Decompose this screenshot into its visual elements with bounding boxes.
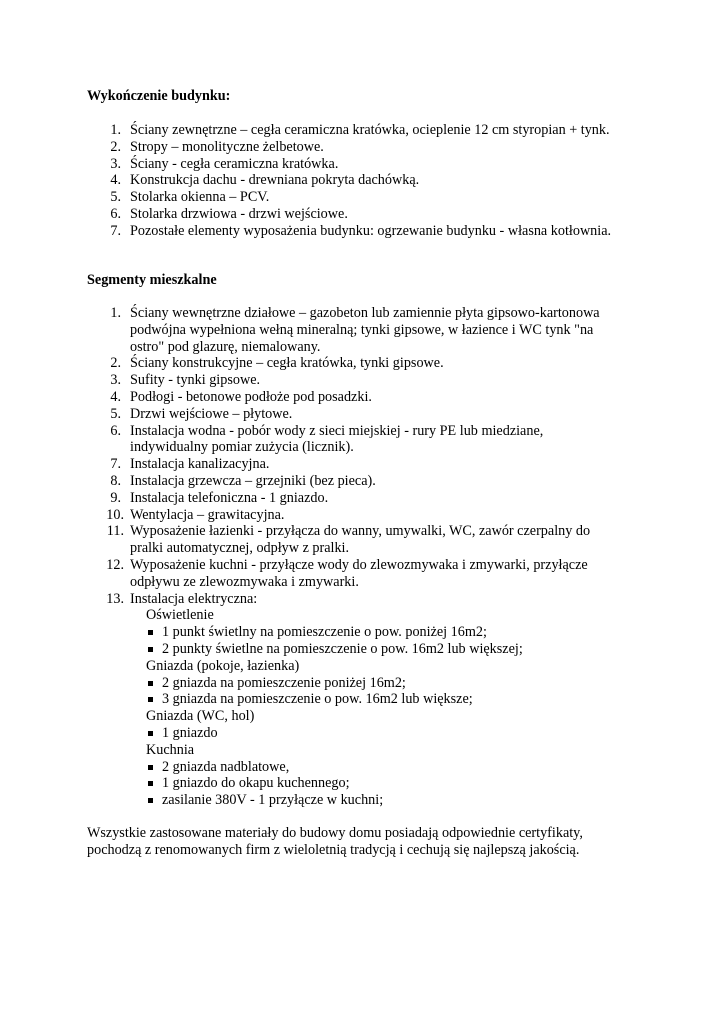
bullet-item [130,641,640,658]
bullet-item [130,691,640,708]
list-item [0,423,640,457]
square-bullet-icon [148,697,153,702]
list-item-line: Wentylacja – grawitacyjna. [130,506,285,523]
list-item-line: Instalacja telefoniczna - 1 gniazdo. [130,489,329,506]
list-item-text: Ściany - cegła ceramiczna kratówka. [130,155,339,172]
list-item-line: Instalacja kanalizacyjna. [130,456,270,473]
square-bullet-icon [148,681,153,686]
list-item-text: Stolarka okienna – PCV. [130,189,270,206]
list-number: 6. [110,422,121,439]
list-number: 7. [110,456,121,473]
list-item-line: Podłogi - betonowe podłoże pod posadzki. [130,388,372,405]
list-number: 7. [110,222,121,239]
electrical-group-title: Gniazda (WC, hol) [146,708,255,725]
bullet-item [130,792,640,809]
list-number: 5. [110,405,121,422]
list-number: 9. [110,489,121,506]
list-item [0,490,640,507]
list-number: 8. [110,472,121,489]
list-item [0,372,640,389]
list-number: 1. [110,122,121,138]
list-item [0,507,640,524]
square-bullet-icon [148,781,153,786]
list-item [0,172,640,189]
list-item-line: Wyposażenie kuchni - przyłącze wody do zlewozmywaka i zmywarki, przyłącze [130,556,588,573]
list-item [0,406,640,423]
list-item-line: Instalacja elektryczna: [130,590,258,607]
list-item-line: Ściany konstrukcyjne – cegła kratówka, tynki gipsowe. [130,355,444,372]
list-number: 13. [106,590,124,607]
section-heading-residential: Segmenty mieszkalne [87,272,217,288]
bullet-text: 1 gniazdo do okapu kuchennego; [162,775,350,792]
square-bullet-icon [148,798,153,803]
list-number: 2. [110,138,121,155]
electrical-group-title: Oświetlenie [146,607,214,624]
bullet-text: 2 gniazda na pomieszczenie poniżej 16m2; [162,674,406,691]
list-item [0,156,640,173]
bullet-item [130,725,640,742]
list-item-line: Instalacja grzewcza – grzejniki (bez pieca). [130,472,376,489]
list-item-line: odpływu ze zlewozmywaka i zmywarki. [130,573,359,590]
list-item [0,389,640,406]
list-number: 3. [110,155,121,172]
bullet-text: 3 gniazda na pomieszczenie o pow. 16m2 lub większe; [162,691,473,708]
list-item [0,355,640,372]
bullet-item [130,675,640,692]
list-item [0,122,640,139]
bullet-text: 1 gniazdo [162,724,218,741]
list-item-line: ostro" pod glazurę, niemalowany. [130,338,321,355]
list-item-line: podwójna wypełniona wełną mineralną; tynki gipsowe, w łazience i WC tynk "na [130,321,594,338]
list-item [0,523,640,557]
list-item [0,223,640,240]
section-heading-finishing: Wykończenie budynku: [87,88,231,104]
list-item [0,473,640,490]
list-item-line: indywidualny pomiar zużycia (licznik). [130,439,354,456]
bullet-text: 2 gniazda nadblatowe, [162,758,290,775]
list-item [0,139,640,156]
list-number: 3. [110,372,121,389]
finishing-list [0,122,640,240]
list-item-line: Wyposażenie łazienki - przyłącza do wanny, umywalki, WC, zawór czerpalny do [130,523,591,540]
bullet-text: 2 punkty świetlne na pomieszczenie o pow. 16m2 lub większej; [162,640,523,657]
list-item-line: Instalacja wodna - pobór wody z sieci miejskiej - rury PE lub miedziane, [130,422,544,439]
list-number: 10. [106,506,124,523]
list-number: 6. [110,205,121,222]
list-item-text: Pozostałe elementy wyposażenia budynku: ogrzewanie budynku - własna kotłownia. [130,222,612,239]
list-item-line: pralki automatycznej, odpływ z pralki. [130,540,350,557]
closing-line: pochodzą z renomowanych firm z wieloletnią tradycją i cechują się najlepszą jakością. [87,841,580,858]
square-bullet-icon [148,765,153,770]
list-item-line: Ściany wewnętrzne działowe – gazobeton lub zamiennie płyta gipsowo-kartonowa [130,305,600,321]
list-item-line: Drzwi wejściowe – płytowe. [130,405,293,422]
electrical-group-title: Kuchnia [146,741,195,758]
list-item [0,206,640,223]
closing-line: Wszystkie zastosowane materiały do budowy domu posiadają odpowiednie certyfikaty, [87,825,583,841]
list-number: 5. [110,189,121,206]
list-item [0,557,640,591]
list-number: 1. [110,305,121,321]
list-item-text: Stolarka drzwiowa - drzwi wejściowe. [130,205,348,222]
square-bullet-icon [148,630,153,635]
list-item-electrical [0,591,640,809]
list-item-text: Stropy – monolityczne żelbetowe. [130,138,324,155]
list-item-text: Konstrukcja dachu - drewniana pokryta dachówką. [130,172,420,189]
square-bullet-icon [148,731,153,736]
list-number: 12. [106,556,124,573]
list-number: 11. [106,523,124,540]
list-number: 2. [110,355,121,372]
square-bullet-icon [148,647,153,652]
electrical-group-title: Gniazda (pokoje, łazienka) [146,657,300,674]
bullet-item [130,624,640,641]
residential-list [0,305,640,809]
list-item [0,305,640,355]
list-item-line: Sufity - tynki gipsowe. [130,372,261,389]
bullet-text: 1 punkt świetlny na pomieszczenie o pow. poniżej 16m2; [162,624,487,641]
bullet-item [130,759,640,776]
bullet-text: zasilanie 380V - 1 przyłącze w kuchni; [162,792,384,809]
list-number: 4. [110,388,121,405]
list-item [0,456,640,473]
list-item-text: Ściany zewnętrzne – cegła ceramiczna kratówka, ocieplenie 12 cm styropian + tynk. [130,122,610,138]
list-number: 4. [110,172,121,189]
closing-paragraph [87,825,647,859]
bullet-item [130,775,640,792]
list-item [0,189,640,206]
